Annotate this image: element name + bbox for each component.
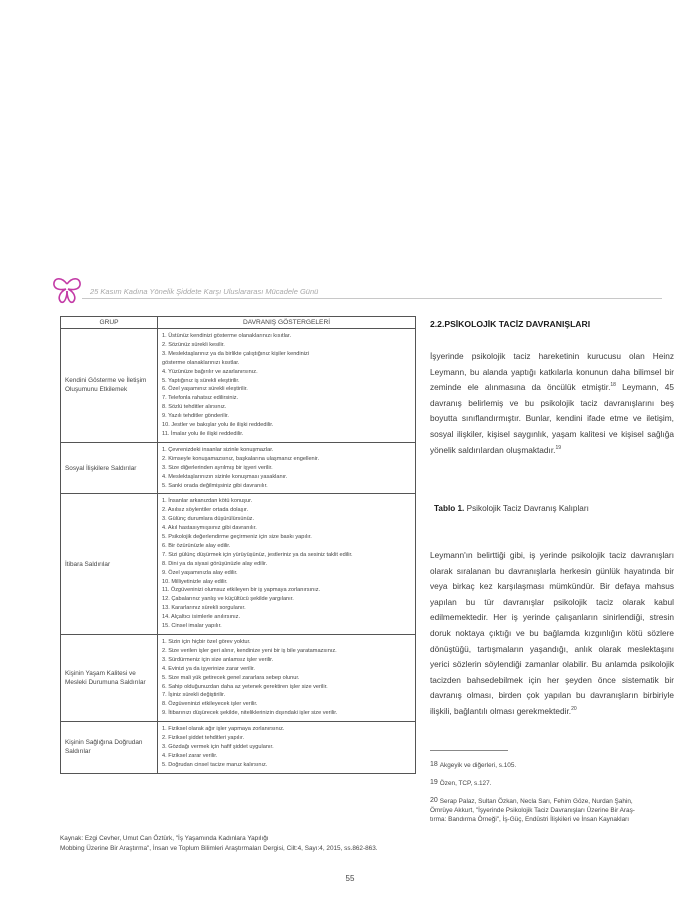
indicator-item: 2. Fiziksel şiddet tehditleri yapılır. xyxy=(162,735,245,742)
footnote-18 xyxy=(430,760,676,770)
footnote-ref: 20 xyxy=(571,706,577,713)
indicator-item: 1. İnsanlar arkanızdan kötü konuşur. xyxy=(162,498,253,505)
indicator-item: 2. Asılsız söylentiler ortada dolaşır. xyxy=(162,507,249,514)
footnote-rule xyxy=(430,750,508,751)
footnote-20 xyxy=(430,796,676,824)
indicator-item: 8. Özgüveninizi etkileyecek işler verilir. xyxy=(162,701,258,708)
indicator-item: 4. Meslektaşlarınızın sizinle konuşması yasaklanır. xyxy=(162,473,288,480)
indicator-item: 5. Psikolojik değerlendirme geçirmeniz için size baskı yapılır. xyxy=(162,534,312,541)
indicator-item: 5. Sanki orada değilmişsiniz gibi davranılır. xyxy=(162,482,268,489)
indicator-item: 8. Dini ya da siyasi görüşünüzle alay edilir. xyxy=(162,560,268,567)
indicator-item: 1. Sizin için hiçbir özel görev yoktur. xyxy=(162,639,251,645)
source-line: Kaynak: Ezgi Cevher, Umut Can Öztürk, "İş Yaşamında Kadınlara Yapılığı xyxy=(60,835,269,842)
indicator-item: 7. Sizi gülünç düşürmek için yürüyüşünüz, jestleriniz ya da sesiniz taklit edilir. xyxy=(162,551,353,558)
indicator-item: 4. Evinizi ya da işyerinize zarar verilir. xyxy=(162,665,255,672)
indicator-item: 15. Cinsel imalar yapılır. xyxy=(162,623,222,630)
indicator-item: 2. Kimseyle konuşamazsınız, başkalarına ulaşmanız engellenir. xyxy=(162,455,320,462)
page-number: 55 xyxy=(345,874,355,883)
footnote-number: 19 xyxy=(430,779,438,786)
indicator-item: 4. Akıl hastasıymışsınız gibi davranılır. xyxy=(162,525,257,532)
behavior-table xyxy=(60,316,416,774)
row-group-label: İtibara Saldırılar xyxy=(61,494,158,635)
running-title: 25 Kasım Kadına Yönelik Şiddete Karşı Uluslararası Mücadele Günü xyxy=(90,287,319,296)
indicator-item: 5. Size mali yük getirecek genel zararlara sebep olunur. xyxy=(162,674,300,681)
row-indicators xyxy=(158,635,416,722)
footnote-ref: 19 xyxy=(555,444,562,451)
table-row xyxy=(61,494,416,635)
row-indicators xyxy=(158,442,416,494)
indicator-item: 9. İtibarınızı düşürecek şekilde, niteliklerinizin dışındaki işler size verilir. xyxy=(162,710,338,717)
row-group-label: Kişinin Sağlığına Doğrudan Saldırılar xyxy=(61,722,158,774)
header-rule xyxy=(82,298,662,299)
indicator-item: 6. Özel yaşamınız sürekli eleştirilir. xyxy=(162,386,248,393)
row-indicators xyxy=(158,494,416,635)
indicator-item: 3. Meslektaşlarınız ya da birlikte çalıştığınız kişiler kendinizi xyxy=(162,350,310,357)
row-group-label: Sosyal İlişkilere Saldırılar xyxy=(61,442,158,494)
table-row xyxy=(61,442,416,494)
indicator-item: 5. Yaptığınız iş sürekli eleştirilir. xyxy=(162,377,240,384)
footnote-text: Ömrüye Akkurt, "İşyerinde Psikolojik Taciz Davranışları Üzerine Bir Araş- xyxy=(430,807,635,814)
indicator-item: 11. Özgüveninizi olumsuz etkileyen bir iş yapmaya zorlanırsınız. xyxy=(162,587,321,594)
indicator-item: 14. Alçaltıcı isimlerle anılırsınız. xyxy=(162,614,241,621)
running-header xyxy=(52,276,662,304)
indicator-item: 9. Özel yaşamınızla alay edilir. xyxy=(162,569,238,576)
indicator-item: 9. Yazılı tehditler gönderilir. xyxy=(162,413,229,420)
indicator-item: 8. Sözlü tehditler alırsınız. xyxy=(162,404,227,411)
indicator-item: 4. Yüzünüze bağırılır ve azarlanırsınız. xyxy=(162,368,258,375)
footnote-number: 20 xyxy=(430,797,438,804)
table-source xyxy=(60,834,440,853)
table-caption-label: Tablo 1. xyxy=(434,504,465,513)
indicator-item: 1. Çevrenizdeki insanlar sizinle konuşmazlar. xyxy=(162,446,274,453)
indicator-item: 13. Kararlarınız sürekli sorgulanır. xyxy=(162,605,246,612)
indicator-item: 4. Fiziksel zarar verilir. xyxy=(162,752,218,759)
paragraph-text: Leymann, 45 davranış belirlemiş ve bu psikolojik taciz davranışlarını beş boyutta sınıflandırmıştır. Bunlar, kendini ifade etme ve iletişim, sosyal ilişkiler, kişisel saygınlık, yaşam kalitesi ve kişisel sağlığa yönelik saldırılardan oluşmaktadır. xyxy=(430,382,675,455)
section-title: 2.2.PSİKOLOJİK TACİZ DAVRANIŞLARI xyxy=(430,319,591,329)
indicator-item: 12. Çabalarınız yanlış ve küçültücü şekilde yargılanır. xyxy=(162,596,294,603)
footnote-ref: 18 xyxy=(610,382,616,389)
indicator-item: 10. Jestler ve bakışlar yolu ile ilişki reddedilir. xyxy=(162,422,274,429)
indicator-item: 2. Sözünüz sürekli kesilir. xyxy=(162,341,225,348)
paragraph-text: Leymann'ın belirttiği gibi, iş yerinde psikolojik taciz davranışları olarak sıralanan bu davranışlarla herkesin günlük hayatında bir veya birkaç kez karşılaşması mümkündür. Bir defaya mahsus yapılan bu tür davranışlar psikolojik taciz olarak kabul edilmemektedir. Her iş yerinde çalışanların sinirlendiği, stresin doruk noktaya çıktığı ve bu bağlamda kızgınlığın kötü sözlere dönüştüğü, tartışmaların yaşandığı, anlık olarak meslektaşını yerici sözlerin söylendiği zamanlar olabilir. Bu anlamda psikolojik tacizden bahsedebilmek için her şeyden önce sistematik bir davranış olması, birden çok yapılan bu davranışların birbiriyle ilişkili, bağlantılı olması gerekmektedir. xyxy=(430,550,674,716)
table-row xyxy=(61,635,416,722)
indicator-item: 3. Gözdağı vermek için hafif şiddet uygulanır. xyxy=(162,743,274,750)
indicator-item: 3. Size diğerlerinden ayrılmış bir işyeri verilir. xyxy=(162,464,273,471)
table-row xyxy=(61,722,416,774)
footnote-text: tırma: Bandırma Örneği", İş-Güç, Endüstri İlişkileri ve İnsan Kaynakları xyxy=(430,816,630,823)
table-header-row xyxy=(61,317,416,329)
indicator-item: 7. İşiniz sürekli değiştirilir. xyxy=(162,692,226,699)
indicator-item: 11. İmalar yolu ile ilişki reddedilir. xyxy=(162,430,244,437)
indicator-item: 3. Sürdürmeniz için size anlamsız işler verilir. xyxy=(162,656,274,663)
butterfly-logo-icon xyxy=(52,276,82,304)
row-group-label: Kişinin Yaşam Kalitesi ve Mesleki Durumuna Saldırılar xyxy=(61,635,158,722)
indicator-item: 1. Üstünüz kendinizi gösterme olanaklarınızı kısıtlar. xyxy=(162,333,292,339)
column-header-group: GRUP xyxy=(61,317,158,329)
footnote-text: Serap Palaz, Sultan Özkan, Necla Sarı, Fehim Göze, Nurdan Şahin, xyxy=(439,798,633,805)
footnote-19 xyxy=(430,778,676,788)
footnote-text: Özen, TCP, s.127. xyxy=(439,780,492,787)
source-line: Mobbing Üzerine Bir Araştırma", İnsan ve Toplum Bilimleri Araştırmaları Dergisi, Cilt:4, Sayı:4, 2015, ss.862-863. xyxy=(60,844,378,852)
paragraph-body xyxy=(430,548,674,720)
footnote-number: 18 xyxy=(430,761,438,768)
indicator-item: 7. Telefonla rahatsız edilirsiniz. xyxy=(162,395,239,402)
indicator-item: 2. Size verilen işler geri alınır, kendinize yeni bir iş bile yaratamazsınız. xyxy=(162,647,337,654)
footnote-text: Akgeyik ve diğerleri, s.105. xyxy=(439,762,517,769)
indicator-item: gösterme olanaklarınızı kısıtlar. xyxy=(162,359,240,366)
indicator-item: 10. Milliyetinizle alay edilir. xyxy=(162,578,228,585)
indicator-item: 6. Bir özürünüzle alay edilir. xyxy=(162,542,231,549)
indicator-item: 1. Fiziksel olarak ağır işler yapmaya zorlanırsınız. xyxy=(162,726,285,733)
row-indicators xyxy=(158,329,416,443)
column-header-indicators: DAVRANIŞ GÖSTERGELERİ xyxy=(158,317,416,329)
table-row xyxy=(61,329,416,443)
row-indicators xyxy=(158,722,416,774)
row-group-label: Kendini Gösterme ve İletişim Oluşumunu Etkilemek xyxy=(61,329,158,443)
table-caption-text: Psikolojik Taciz Davranış Kalıpları xyxy=(464,504,589,513)
indicator-item: 5. Doğrudan cinsel tacize maruz kalırsınız. xyxy=(162,761,268,768)
paragraph-intro xyxy=(430,349,674,458)
indicator-item: 3. Gülünç durumlara düşürülürsünüz. xyxy=(162,516,255,523)
table-caption xyxy=(434,504,589,513)
indicator-item: 6. Sahip olduğunuzdan daha az yetenek gerektiren işler size verilir. xyxy=(162,683,328,690)
paragraph-text: İşyerinde psikolojik taciz hareketinin kurucusu olan Heinz Leymann, bu alanda yaptığı katkılarla konunun daha bilimsel bir zeminde ele alınmasına da öncülük etmiştir. xyxy=(430,351,674,393)
